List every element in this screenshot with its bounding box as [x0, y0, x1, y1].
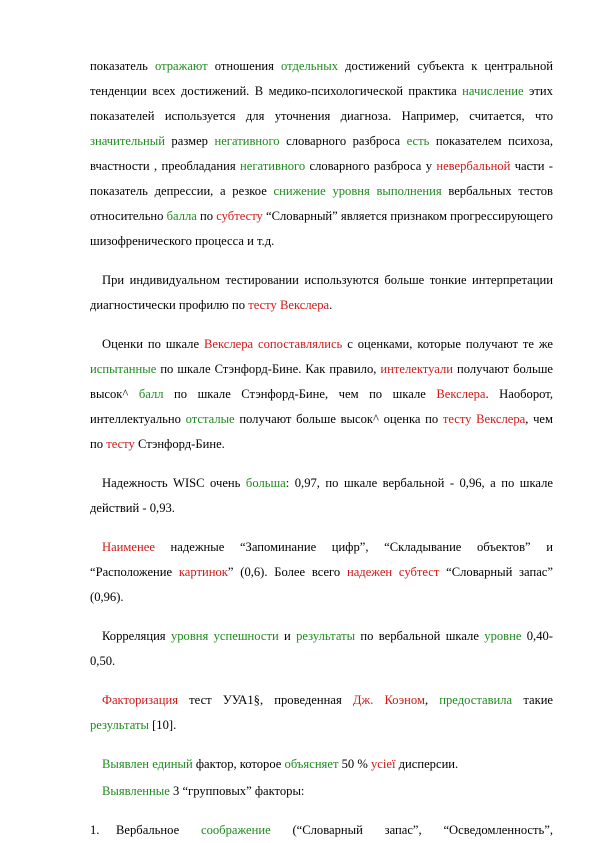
green-highlighted-word: отсталые	[185, 412, 235, 426]
green-highlighted-word: уровне	[484, 629, 522, 643]
red-highlighted-word: тесту Векслера	[442, 412, 526, 426]
text-run: достижений субъекта к центральной тенденции всех достижений. В медико-психологической практика	[90, 59, 553, 98]
green-highlighted-word: испытанные	[90, 362, 157, 376]
text-run: 0,40-0,50.	[90, 629, 553, 668]
paragraph-4	[90, 471, 553, 521]
text-run: “Словарный” является признаком прогрессирующего шизофренического процесса и т.д.	[90, 209, 553, 248]
text-run: “Словарный запас” (0,96).	[90, 565, 553, 604]
text-run: Надежность WISC очень	[102, 476, 246, 490]
paragraph-3	[90, 332, 553, 457]
text-run: Оценки по шкале	[102, 337, 204, 351]
green-highlighted-word: балл	[138, 387, 164, 401]
paragraph-6	[90, 624, 553, 674]
text-run: ” (0,6). Более всего	[227, 565, 347, 579]
text-run: по шкале Стэнфорд-Бине. Как правило,	[156, 362, 381, 376]
text-run: с оценками, которые получают те же	[342, 337, 553, 351]
green-highlighted-word: значительный	[90, 134, 165, 148]
green-highlighted-word: Выявленные	[102, 784, 170, 798]
text-run: 50 %	[338, 757, 371, 771]
green-highlighted-word: Выявлен единый	[102, 757, 193, 771]
green-highlighted-word: отражают	[154, 59, 208, 73]
text-run: этих показателей используется для уточнения диагноза. Например, считается, что	[90, 84, 553, 123]
text-run: надежные “Запоминание цифр”, “Складывание объектов” и “Расположение	[90, 540, 553, 579]
red-highlighted-word: картинок	[178, 565, 228, 579]
red-highlighted-word: усіеї	[370, 757, 396, 771]
green-highlighted-word: больша	[245, 476, 286, 490]
red-highlighted-word: интелектуали	[380, 362, 453, 376]
red-highlighted-word: субтесту	[216, 209, 263, 223]
text-run: и	[278, 629, 297, 643]
text-run: словарного разброса у	[305, 159, 437, 173]
paragraph-5	[90, 535, 553, 610]
red-highlighted-word: Векслера сопоставлялись	[203, 337, 343, 351]
text-run: фактор, которое	[192, 757, 285, 771]
text-run: , чем по	[90, 412, 553, 451]
text-run: словарного разброса	[279, 134, 407, 148]
paragraph-9	[90, 779, 553, 804]
text-run: 3 “групповых” факторы:	[169, 784, 305, 798]
green-highlighted-word: результаты	[90, 718, 149, 732]
text-run: : 0,97, по шкале вербальной - 0,96, а по шкале действий - 0,93.	[90, 476, 553, 515]
green-highlighted-word: снижение уровня выполнения	[273, 184, 442, 198]
green-highlighted-word: отдельных	[281, 59, 339, 73]
paragraph-1	[90, 54, 553, 254]
green-highlighted-word: результаты	[296, 629, 356, 643]
paragraph-2	[90, 268, 553, 318]
numbered-list-item	[90, 818, 553, 843]
text-run: показателем психоза, вчастности , преобладания	[90, 134, 553, 173]
text-run: такие	[512, 693, 554, 707]
red-highlighted-word: Факторизация	[102, 693, 178, 707]
red-highlighted-word: Дж. Коэном	[352, 693, 425, 707]
text-run: отношения	[207, 59, 282, 73]
green-highlighted-word: соображение	[201, 823, 271, 837]
text-run: ,	[424, 693, 440, 707]
green-highlighted-word: предоставила	[439, 693, 513, 707]
green-highlighted-word: есть	[406, 134, 430, 148]
text-run: тест УУА1§, проведенная	[178, 693, 353, 707]
text-run: [10].	[148, 718, 177, 732]
list-item-text	[116, 818, 553, 843]
green-highlighted-word: негативного	[240, 159, 306, 173]
text-run: Корреляция	[102, 629, 171, 643]
green-highlighted-word: балла	[166, 209, 197, 223]
text-run: (“Словарный запас”, “Осведомленность”,	[270, 823, 553, 837]
paragraph-7	[90, 688, 553, 738]
list-item-number: 1.	[90, 823, 100, 837]
red-highlighted-word: надежен субтест	[346, 565, 440, 579]
text-run: размер	[164, 134, 215, 148]
text-run: вербальных тестов относительно	[90, 184, 553, 223]
red-highlighted-word: Наименее	[102, 540, 155, 554]
red-highlighted-word: невербальной	[436, 159, 511, 173]
text-run: части - показатель депрессии, а резкое	[90, 159, 553, 198]
text-run: Стэнфорд-Бине.	[134, 437, 225, 451]
green-highlighted-word: негативного	[214, 134, 280, 148]
green-highlighted-word: начисление	[462, 84, 524, 98]
text-run: Вербальное	[116, 823, 201, 837]
text-run: получают больше высок^ оценка по	[234, 412, 443, 426]
text-run: показатель	[90, 59, 155, 73]
document-body	[90, 54, 553, 843]
text-run: по шкале Стэнфорд-Бине, чем по шкале	[163, 387, 437, 401]
paragraph-8	[90, 752, 553, 777]
text-run: по	[196, 209, 217, 223]
text-run: по вербальной шкале	[355, 629, 485, 643]
green-highlighted-word: уровня успешности	[170, 629, 279, 643]
text-run: При индивидуальном тестировании используются больше тонкие интерпретации диагностически профилю по	[90, 273, 553, 312]
text-run: . Наоборот, интеллектуально	[90, 387, 553, 426]
text-run: дисперсии.	[395, 757, 459, 771]
text-run: .	[329, 298, 333, 312]
green-highlighted-word: объясняет	[284, 757, 339, 771]
red-highlighted-word: Векслера	[436, 387, 486, 401]
red-highlighted-word: тесту	[106, 437, 135, 451]
text-run: получают больше высок^	[90, 362, 553, 401]
red-highlighted-word: тесту Векслера	[248, 298, 330, 312]
